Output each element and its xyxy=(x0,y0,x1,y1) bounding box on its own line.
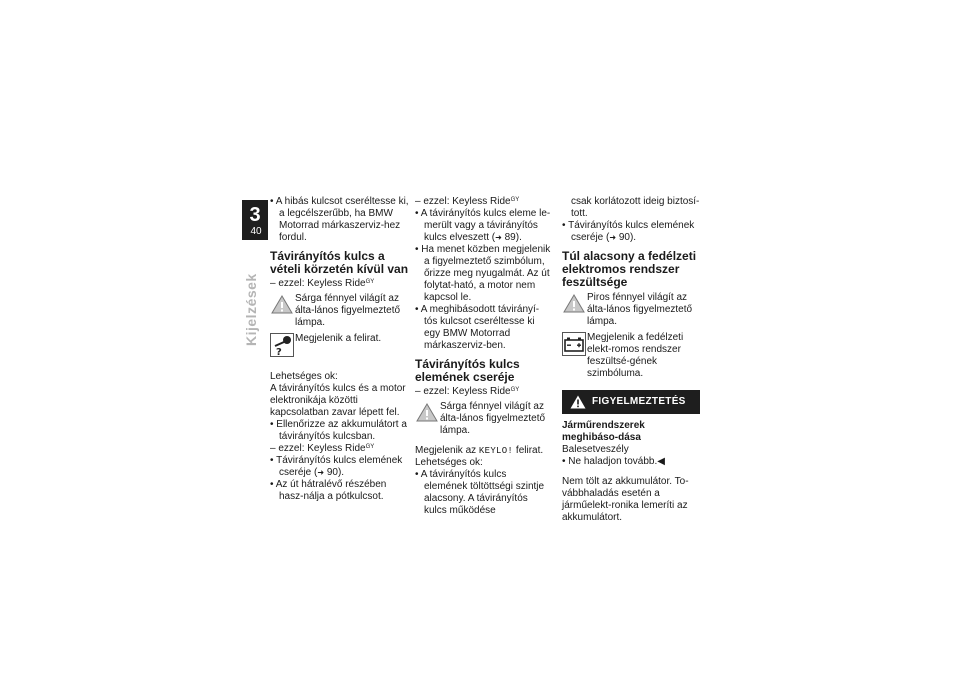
warning-triangle-icon xyxy=(415,401,439,425)
paragraph: Lehetséges ok: xyxy=(270,371,338,382)
indicator-text: Sárga fénnyel világít az álta-lános figyelmeztető lámpa. xyxy=(295,293,401,328)
paragraph: Balesetveszély xyxy=(562,444,629,455)
paragraph: Nem tölt az akkumulátor. To-vábbhaladás esetén a járműelekt-ronika lemeríti az akkumulátort. xyxy=(562,476,689,523)
condition-line: – ezzel: Keyless Ride$^{GY}$ xyxy=(270,278,375,289)
paragraph: A távirányítós kulcs és a motor elektronikája közötti kapcsolatban zavar lépett fel. xyxy=(270,383,406,418)
warning-triangle-icon xyxy=(570,395,586,409)
indicator-row xyxy=(270,333,410,359)
warning-box xyxy=(562,390,700,414)
arrow-right-icon: ➜ xyxy=(495,233,502,242)
bullet-item: • Ha menet közben megjelenik a figyelmeztető szimbólum, őrizze meg nyugalmát. Az út folytat-ható, a motor nem kapcsol le. xyxy=(415,244,551,303)
condition-line: – ezzel: Keyless Ride$^{GY}$ xyxy=(270,443,375,454)
indicator-row xyxy=(415,401,552,437)
indicator-text: Piros fénnyel világít az álta-lános figyelmeztető lámpa. xyxy=(587,292,693,327)
bullet-item: • Ne haladjon tovább.◀ xyxy=(562,456,665,467)
paragraph: Lehetséges ok: xyxy=(415,457,483,468)
bullet-item: • A távirányítós kulcs elemének töltöttségi szintje alacsony. A távirányítós kulcs működése xyxy=(415,469,545,516)
bullet-item: • Ellenőrizze az akkumulátort a távirányítós kulcsban. xyxy=(270,419,407,442)
svg-text:?: ? xyxy=(276,347,282,357)
indicator-row xyxy=(562,332,700,380)
indicator-row xyxy=(270,293,410,329)
key-question-icon xyxy=(270,333,294,357)
indicator-text: Megjelenik a fedélzeti elekt-romos rendszer feszültsé-gének szimbóluma. xyxy=(587,332,684,379)
chapter-number: 3 xyxy=(249,204,261,226)
page-reference[interactable]: 90 xyxy=(618,232,630,243)
condition-line: – ezzel: Keyless Ride$^{GY}$ xyxy=(415,386,520,397)
section-heading: Távirányítós kulcs elemének cseréje xyxy=(415,357,520,384)
page-reference[interactable]: 90 xyxy=(326,467,338,478)
column-3 xyxy=(562,196,700,524)
bullet-item: • A meghibásodott távirányí-tós kulcsot cseréltesse ki egy BMW Motorrad márkaszerviz-ben. xyxy=(415,304,540,351)
bullet-item: • Távirányítós kulcs elemének cseréje (➜ 90). xyxy=(562,220,695,243)
condition-line: – ezzel: Keyless Ride$^{GY}$ xyxy=(415,196,520,207)
bullet-item: • A távirányítós kulcs eleme le-merült vagy a távirányítós kulcs elveszett (➜ 89). xyxy=(415,208,551,243)
bullet-item: • A hibás kulcsot cseréltesse ki, a legcélszerűbb, ha BMW Motorrad márkaszerviz-hez fordul. xyxy=(270,196,409,243)
warning-heading: Járműrendszerek meghibáso-dása xyxy=(562,420,645,443)
section-heading: Túl alacsony a fedélzeti elektromos rendszer feszültsége xyxy=(562,249,697,289)
paragraph: Megjelenik az KEYLO! felirat. xyxy=(415,445,544,456)
bullet-item: • Távirányítós kulcs elemének cseréje (➜ 90). xyxy=(270,455,403,478)
end-mark-icon: ◀ xyxy=(657,456,665,467)
battery-icon xyxy=(562,332,586,356)
column-1 xyxy=(270,196,410,503)
warning-triangle-icon xyxy=(562,292,586,316)
indicator-text: Sárga fénnyel világít az álta-lános figyelmeztető lámpa. xyxy=(440,401,546,436)
section-heading: Távirányítós kulcs a vételi körzetén kívül van xyxy=(270,249,409,276)
indicator-row xyxy=(562,292,700,328)
paragraph-continuation: csak korlátozott ideig biztosí-tott. xyxy=(571,196,700,219)
arrow-right-icon: ➜ xyxy=(609,233,617,242)
column-2 xyxy=(415,196,552,517)
display-code: KEYLO! xyxy=(478,446,514,456)
arrow-right-icon: ➜ xyxy=(317,468,325,477)
warning-triangle-icon xyxy=(270,293,294,317)
indicator-text: Megjelenik a felirat. xyxy=(295,333,382,344)
warning-title: FIGYELMEZTETÉS xyxy=(592,396,686,407)
bullet-item: • Az út hátralévő részében hasz-nálja a pótkulcsot. xyxy=(270,479,387,502)
page-number: 40 xyxy=(250,226,262,237)
side-chapter-title: Kijelzések xyxy=(243,273,259,346)
page-reference[interactable]: 89 xyxy=(504,232,516,243)
